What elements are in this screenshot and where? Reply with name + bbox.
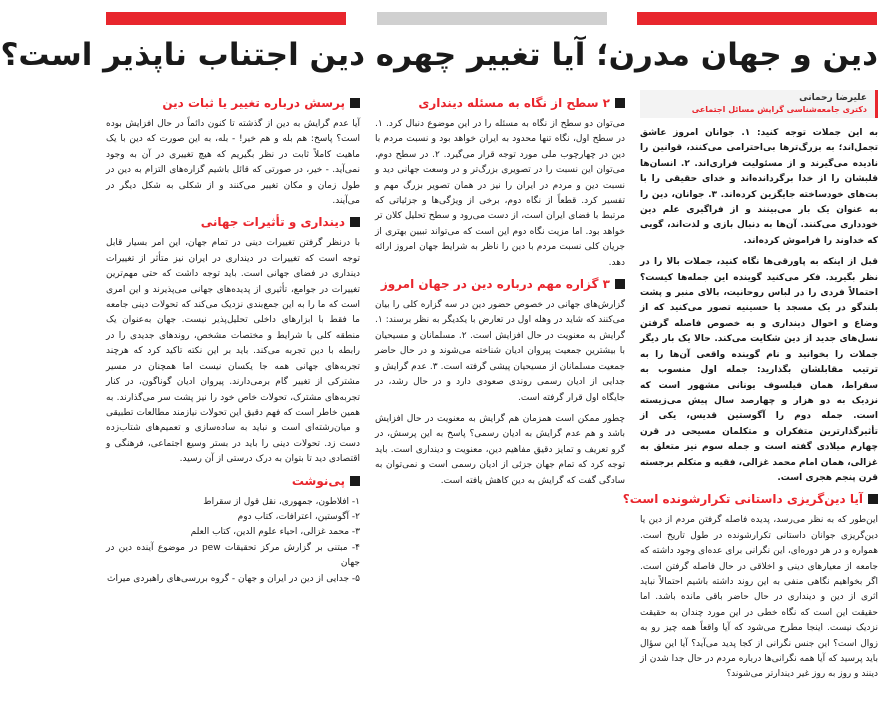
footnote-item: ۳- محمد غزالی، احیاء علوم الدین، کتاب العلم (190, 527, 360, 538)
footnote-item: ۲- آگوستین، اعترافات، کتاب دوم (237, 511, 360, 522)
left-paragraph-1: آیا عدم گرایش به دین از گذشته تا کنون دائماً در حال افزایش بوده است؟ پاسخ: هم بله و هم خیر! - بله، به این صورت که دین با یک ماهیت کاملاً ثابت در نظر بگیریم که هیچ تغییری در آن به وجود نمی‌آید. - خیر، در صورتی که قائل باشیم گزاره‌های التزام به دین در طول زمان و مکان تغییر می‌کنند و از شکلی به شکل دیگر در می‌آیند. (106, 119, 360, 207)
section-header-recurring-story (622, 492, 878, 507)
section-marker-icon (350, 217, 360, 227)
top-bar-accent-right (637, 12, 877, 25)
page-headline: دین و جهان مدرن؛ آیا تغییر چهره دین اجتناب ناپذیر است؟ (0, 37, 878, 73)
middle-paragraph-2: گزارش‌های جهانی در خصوص حضور دین در سه گزاره کلی را بیان می‌کنند که شاید در وهله اول در تعارض با یکدیگر به نظر برسند: ۱. گرایش به معنویت در حال افزایش است. ۲. مسلمانان و مسیحیان با بیشترین جمعیت پیروان ادیان شناخته می‌شوند و در حال حاضر جمعیت مسلمانان از مسیحیان پیشی گرفته است. ۳. عدم گرایش و جدایی از ادیان رسمی روندی صعودی دارد و در حال رشد، در جایگاه اول قرار گرفته است. (375, 300, 625, 403)
middle-paragraph-1: می‌توان دو سطح از نگاه به مسئله را در این موضوع دنبال کرد. ۱. در سطح اول، نگاه تنها محدود به ایران خواهد بود و نسبت مردم با دین در چهارچوب ملی مورد توجه قرار می‌گیرد. ۲. در سطح دوم، می‌توان این نسبت را در تصویری بزرگ‌تر و در وسعت جهانی دید و نسبت دین و مردم در ایران را نیز در همان تصویر بزرگ مهم و تفسیر کرد. قطعاً از نگاه دوم، برخی از ویژگی‌ها و جزئیاتی که مرتبط با فضای ایران است، از دست می‌رود و سطح تحلیل کلان تر خواهد بود. اما مزیت نگاه دوم این است که می‌تواند تبیین بهتری از جریان کلی نسبت مردم با دین را ناظر به شرایط جهان امروز ارائه دهد. (375, 119, 625, 268)
middle-column (375, 90, 625, 610)
section-title: پی‌نوشت (291, 473, 345, 488)
section-title: ۲ سطح از نگاه به مسئله دینداری (418, 96, 610, 110)
footnote-item: ۱- افلاطون، جمهوری، نقل قول از سقراط (203, 496, 360, 507)
section-marker-icon (615, 98, 625, 108)
section-header-footnotes (106, 474, 360, 488)
section-title: آیا دین‌گریزی داستانی تکرارشونده است؟ (622, 492, 863, 507)
right-paragraph-2: قبل از اینکه به پاورقی‌ها نگاه کنید، جملات بالا را در نظر بگیرید. فکر می‌کنید گوینده این جمله‌ها کیست؟ احتمالاً فردی را در لباس روحانیت، بالای منبر و پشت بلندگو در یک مسجد یا حسینیه تصور می‌کنید که از وضاع و احوال دینداری و به خصوص فاصله گرفتن نسل‌های جدید از دین شکایت می‌کند. حالا یک بار دیگر جملات را بخوانید و نام گوینده واقعی آن‌ها را به ترتیب مقابلشان بگذارید: جمله اول منسوب به سقراط، همان فیلسوف یونانی مشهور است که نزدیک به دو هزار و چهارصد سال پیش می‌زیسته است. جمله دوم را آگوستین قدیس، یکی از تأثیرگذارترین متفکران و متکلمان مسیحی در قرن چهارم میلادی گفته است و جمله سوم نیز متعلق به غزالی، همان امام محمد غزالی، فقیه و متکلم برجسته قرن پنجم هجری است. (640, 257, 878, 483)
right-paragraph-3: این‌طور که به نظر می‌رسد، پدیده فاصله گرفتن مردم از دین یا دین‌گریزی جوانان داستانی تکرارشونده در طول تاریخ است. همواره و در هر دوره‌ای، این نگرانی برای عده‌ای وجود داشته که جامعه از معیارهای دینی و اخلاقی در حال فاصله گرفتن است. اگر بخواهیم نگاهی منفی به این روند داشته باشیم احتمالاً نباید اثری از دین و دینداری در حال حاضر باقی مانده باشد. اما حقیقت این است که نگاه خطی در این مورد چندان به حقیقت نزدیک نیست. اینجا مطرح می‌شود که آیا واقعاً همه چیز رو به زوال است؟ این جنس نگرانی از کجا پدید می‌آید؟ آیا این سؤال باید پرسید که آیا همه نگرانی‌ها درباره مردم در حال جدا شدن از دینند و روز به روز غیر دیندارتر می‌شوند؟ (640, 515, 878, 680)
section-title: ۳ گزاره مهم درباره دین در جهان امروز (380, 277, 610, 292)
section-marker-icon (868, 494, 878, 504)
author-name: علیرضا رحمانی (799, 93, 867, 103)
right-column (622, 90, 879, 680)
section-header-change-or-stability (106, 96, 360, 110)
intro-paragraph: به این جملات توجه کنید: ۱. جوانان امروز عاشق تجمل‌اند؛ به بزرگ‌ترها بی‌احترامی می‌کنند، قوانین را نادیده می‌گیرند و از مسئولیت فراری‌اند. ۲. انسان‌ها قلبشان را از خدا برگردانده‌اند و خدای حقیقی را با بت‌های خودساخته جایگزین کرده‌اند. ۳. جوانان، دین را به عنوان یک بار می‌بینند و از فراگیری علم دین خودداری می‌کنند. آن‌ها به دنبال بازی و لذت‌اند، گویی که خداوند را فراموش کرده‌اند. (640, 128, 879, 246)
author-box (640, 90, 878, 118)
top-bar-gray-middle (377, 12, 607, 25)
top-bar-accent-left (106, 12, 346, 25)
section-marker-icon (350, 476, 360, 486)
section-title: پرسش درباره تغییر یا ثبات دین (162, 96, 345, 110)
left-paragraph-2: با درنظر گرفتن تغییرات دینی در تمام جهان، این امر بسیار قابل توجه است که تغییرات در دینداری در ایران نیز متأثر از تغییرات دینداری در فضای جهانی است. باید توجه داشت که حتی مهم‌ترین تغییرات در جوامع، تأثیری از پدیده‌های جهانی می‌پذیرند و این امری است که ما را به این جمع‌بندی نزدیک می‌کند که تحولات دینی جامعه ما فقط با ابزارهای داخلی تحلیل‌پذیر نیست. جهان به‌عنوان یک منطقه کلی با شرایط و مختصات مشخص، روندهای جدیدی را در رابطه با دین تجربه می‌کند. باید بر این نکته تاکید کرد که هرچند تجربه‌های جهانی همه جا یکسان نیست اما همچنان در مسیر مشترکی از تغییر گام برمی‌دارند. پیروان ادیان گوناگون، در کنار تجربه‌های مشترک، تحولات خاص خود را نیز پشت سر می‌گذارند. به همین خاطر است که فهم دقیق این تحولات نیازمند مطالعات تطبیقی و میان‌رشته‌ای است و نباید به ساده‌سازی و تعمیم‌های شتاب‌زده دست زد. تحولات دینی را باید در بستر وسیع اجتماعی، فرهنگی و اقتصادی دید تا بتوان به درک درستی از آن رسید. (106, 238, 360, 465)
middle-paragraph-3: چطور ممکن است همزمان هم گرایش به معنویت در حال افزایش باشد و هم عدم گرایش به ادیان رسمی؟ پاسخ به این پرسش، در گرو تعریف و تمایز دقیق مفاهیم دین، معنویت و دینداری است. باید توجه کرد که تمام جهان جزئی از ادیان رسمی است و نمی‌توان به سادگی گفت که گرایش به دین کاهش یافته است. (375, 413, 625, 486)
section-header-three-propositions (375, 277, 625, 291)
section-title: دینداری و تأثیرات جهانی (200, 215, 345, 230)
section-marker-icon (350, 98, 360, 108)
footnote-item: ۴- مبتنی بر گزارش مرکز تحقیقات pew در موضوع آینده دین در جهان (106, 542, 361, 569)
left-column (106, 90, 360, 710)
author-role: دکتری جامعه‌شناسی گرایش مسائل اجتماعی (691, 105, 867, 114)
section-header-two-levels (375, 96, 625, 110)
section-marker-icon (615, 279, 625, 289)
section-header-global-effects (106, 215, 360, 229)
footnote-item: ۵- جدایی از دین در ایران و جهان - گروه بررسی‌های راهبردی میراث (106, 573, 360, 584)
